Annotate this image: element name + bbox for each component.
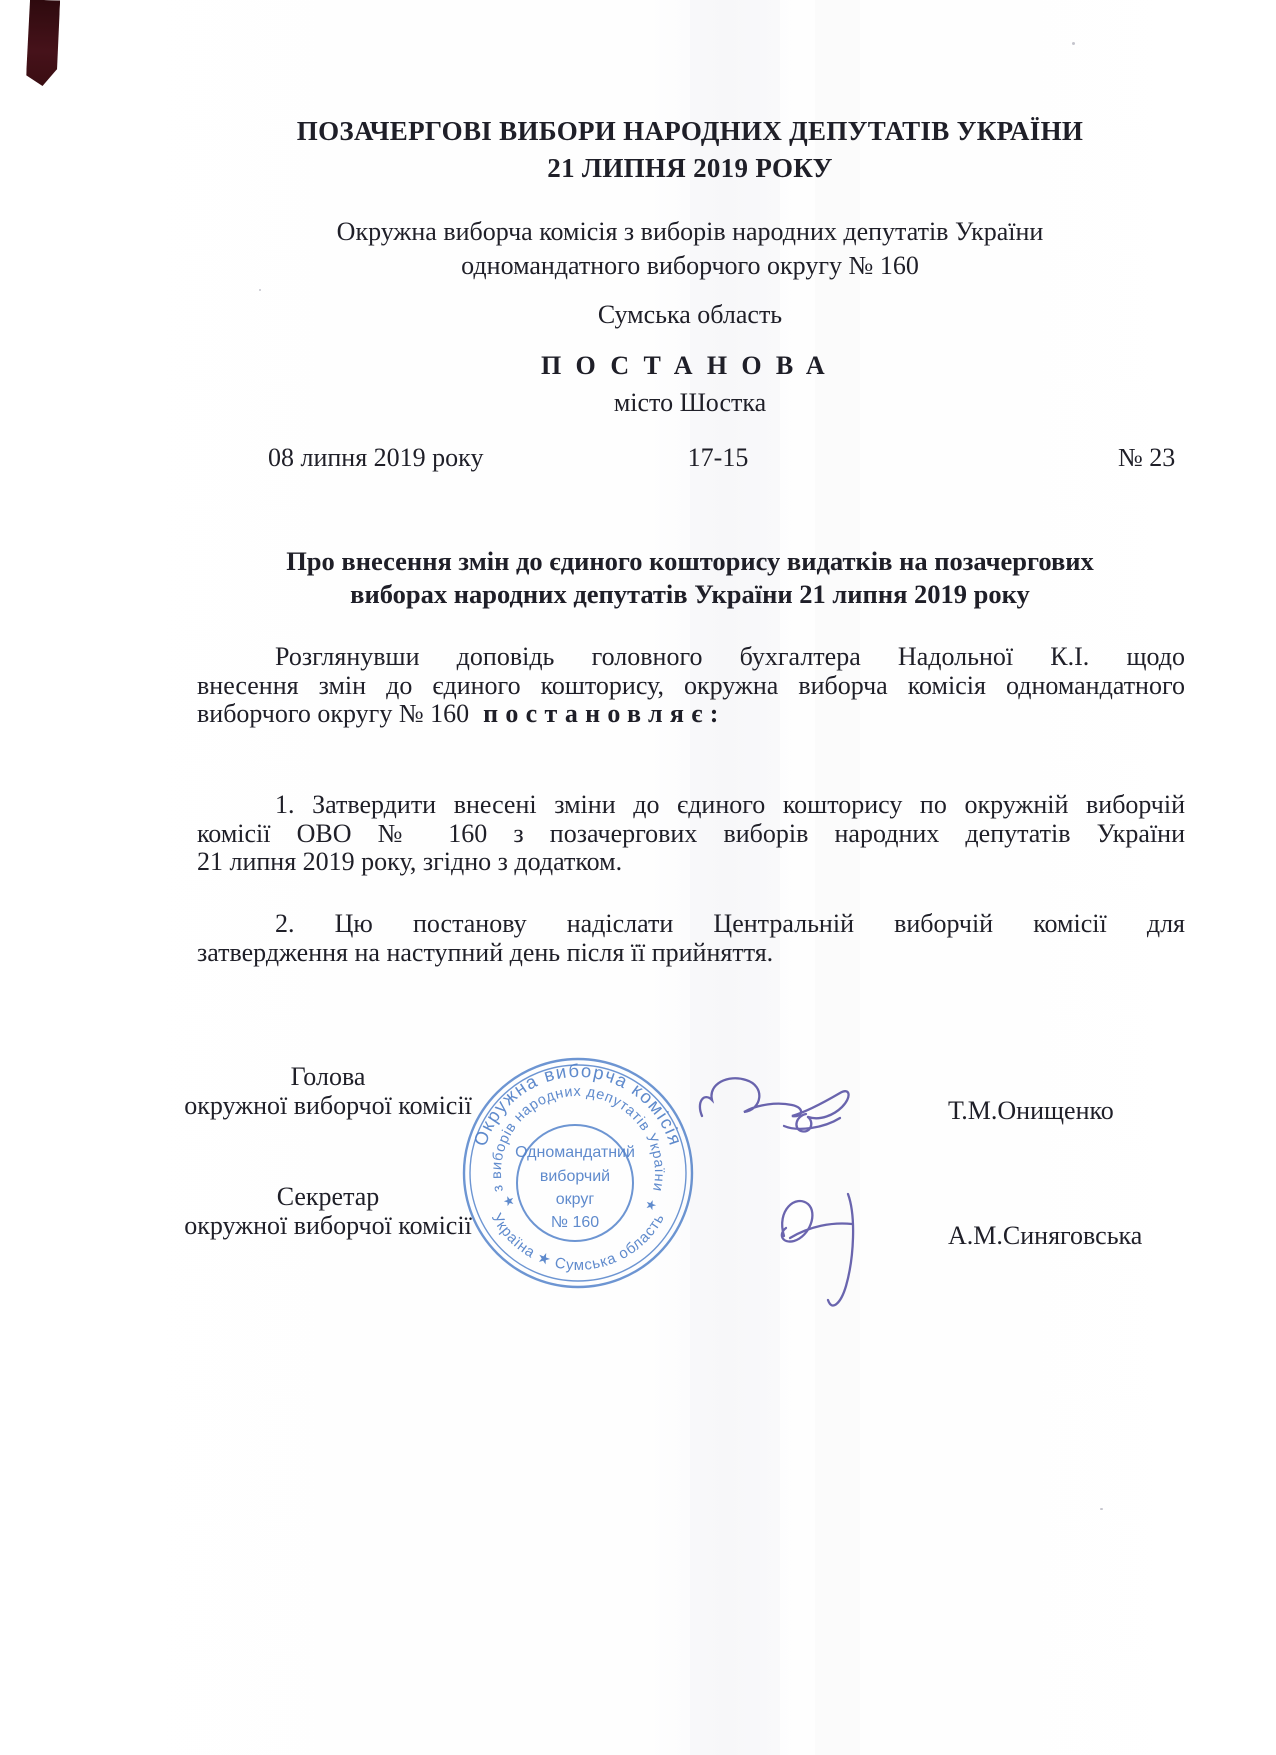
item1-line2: комісії ОВО № 160 з позачергових виборів народних депутатів України [197, 818, 1185, 848]
scan-speck [259, 289, 261, 291]
secretary-name: А.М.Синяговська [948, 1221, 1143, 1250]
chairman-signature-ink [688, 1064, 903, 1149]
stamp-inner-line3: округ [555, 1191, 595, 1208]
preamble-line3 [197, 700, 1185, 729]
city-line: місто Шостка [613, 388, 767, 417]
preamble-line1: Розглянувши доповідь головного бухгалтера Надольної К.І. щодо [275, 642, 1185, 671]
secretary-role-line2: окружної виборчої комісії [184, 1211, 472, 1240]
chairman-role-line1: Голова [290, 1062, 366, 1091]
preamble-paragraph [197, 643, 1185, 729]
chairman-role-line2: окружної виборчої комісії [184, 1091, 472, 1120]
doc-date: 08 липня 2019 року [268, 443, 484, 472]
secretary-role-line1: Секретар [276, 1182, 380, 1211]
election-title-line2: 21 ЛИПНЯ 2019 РОКУ [547, 153, 833, 183]
scan-corner-artifact [26, 0, 60, 86]
subject-line1: Про внесення змін до єдиного кошторису видатків на позачергових [286, 546, 1094, 576]
election-title-line1: ПОЗАЧЕРГОВІ ВИБОРИ НАРОДНИХ ДЕПУТАТІВ УКРАЇНИ [296, 116, 1084, 146]
resolves-word: постановляє: [483, 699, 726, 728]
secretary-signature-ink [768, 1186, 888, 1321]
region-line: Сумська область [597, 300, 783, 329]
scan-speck [1072, 42, 1075, 45]
commission-name-line1: Окружна виборча комісія з виборів народних депутатів України [336, 217, 1044, 246]
stamp-right-star: ★ [642, 1195, 660, 1214]
stamp-inner-line4: № 160 [550, 1214, 600, 1231]
item1-line3: 21 липня 2019 року, згідно з додатком. [197, 847, 623, 876]
resolution-item-1 [197, 791, 1185, 877]
stamp-bottom-arc-text: Україна ★ Сумська область [487, 1210, 669, 1274]
secretary-role-block [172, 1182, 484, 1240]
item1-line1: 1. Затвердити внесені зміни до єдиного кошторису по окружній виборчій [275, 790, 1185, 819]
preamble-line2: внесення змін до єдиного кошторису, окружна виборча комісія одномандатного [197, 670, 1185, 700]
preamble-line3-text: виборчого округу № 160 [197, 699, 470, 728]
stamp-graphic [458, 1054, 698, 1294]
item2-line1: 2. Цю постанову надіслати Центральній виборчій комісії для [275, 909, 1185, 938]
stamp-inner-line2: виборчий [539, 1168, 611, 1185]
official-stamp [458, 1054, 698, 1294]
doc-type-title: ПОСТАНОВА [541, 351, 839, 380]
doc-number: № 23 [1118, 443, 1176, 472]
item2-line2: затвердження на наступний день після її прийняття. [197, 937, 774, 967]
stamp-outer-arc-text: Окружна виборча комісія [469, 1059, 687, 1149]
doc-time: 17-15 [687, 443, 749, 472]
commission-name-line2: одномандатного виборчого округу № 160 [461, 251, 919, 280]
chairman-name: Т.М.Онищенко [948, 1096, 1114, 1125]
subject-line2: виборах народних депутатів України 21 липня 2019 року [350, 579, 1030, 609]
stamp-left-star: ★ [500, 1191, 517, 1210]
chairman-role-block [172, 1062, 484, 1120]
scan-speck [1100, 1508, 1103, 1510]
stamp-middle-arc-text: з виборів народних депутатів України [488, 1083, 668, 1194]
resolution-item-2 [197, 910, 1185, 967]
stamp-inner-line1: Одномандатний [515, 1144, 635, 1161]
